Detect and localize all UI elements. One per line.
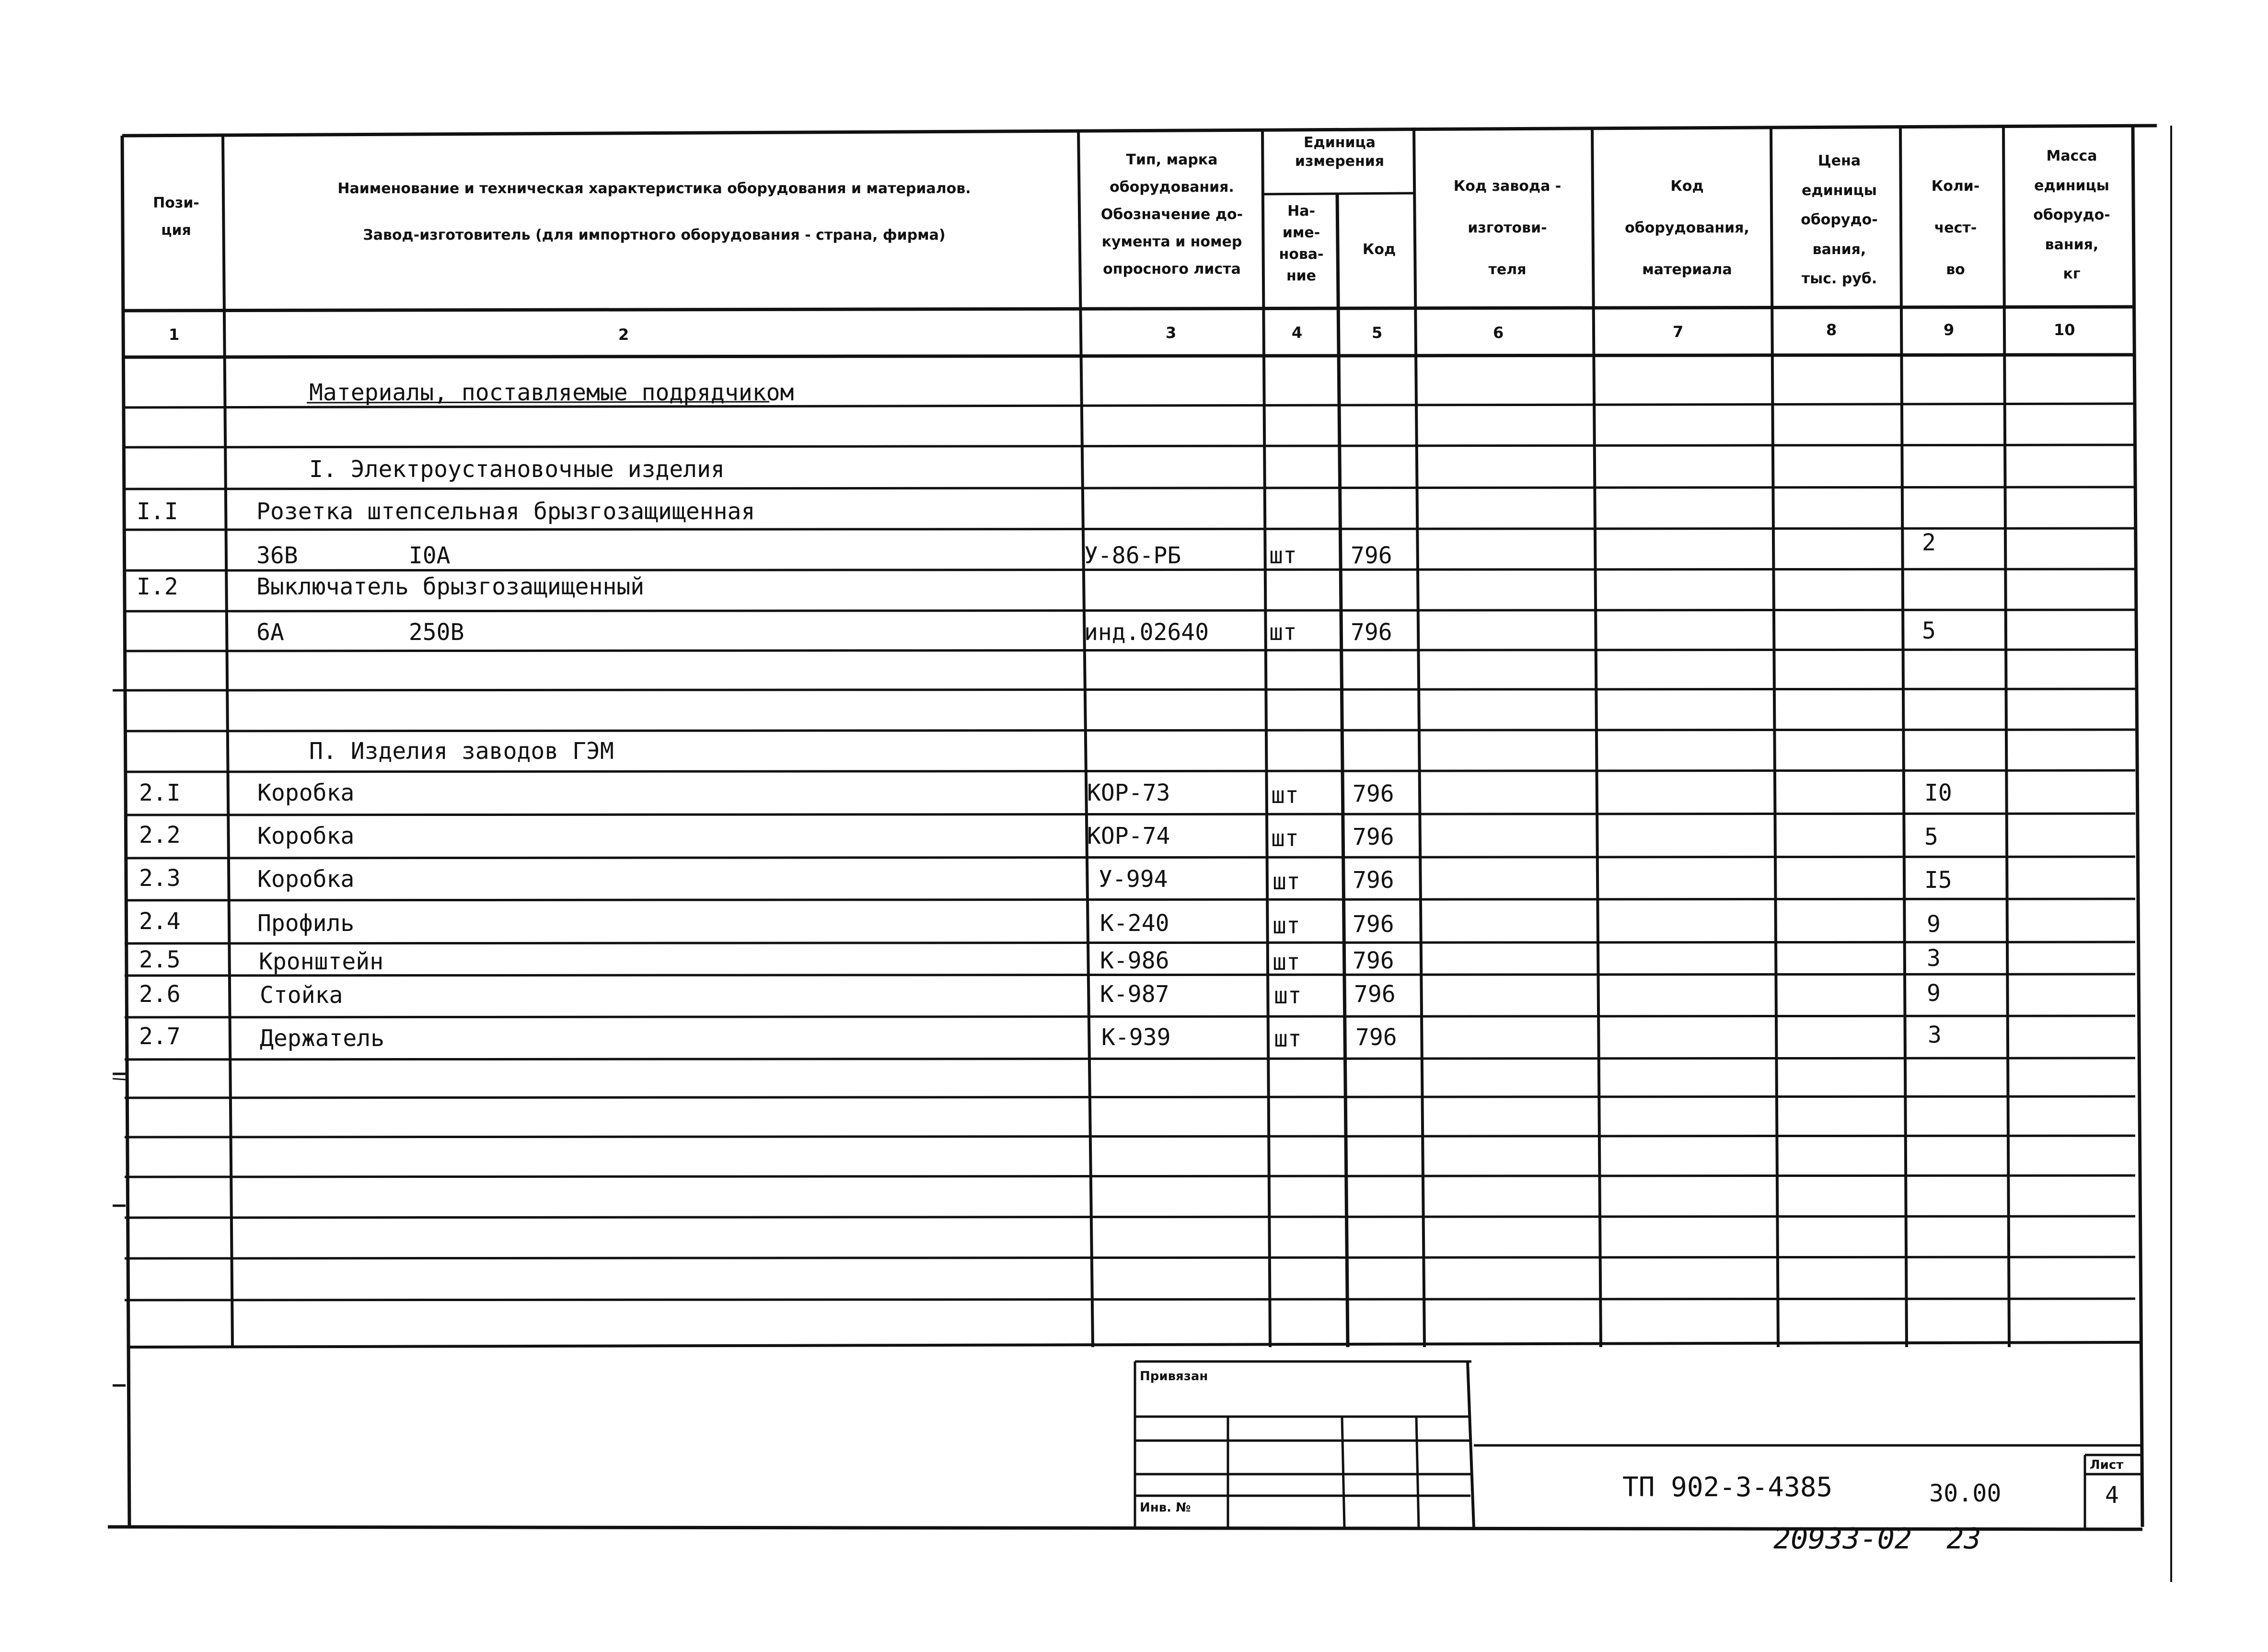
- column-number-4: 4: [1292, 324, 1303, 342]
- item-2-6-name: Стойка: [260, 982, 343, 1009]
- item-1-1-position: I.I: [137, 498, 178, 525]
- header-mass: Масса единицы оборудо- вания, кг: [2033, 148, 2110, 282]
- item-2-1-name: Коробка: [257, 779, 355, 806]
- item-2-2-type: КОР-74: [1087, 823, 1170, 849]
- header-type: Тип, марка оборудования. Обозначение до- кумента и номер опросного листа: [1100, 151, 1243, 278]
- item-2-6-qty: 9: [1927, 980, 1941, 1007]
- materials-title: Материалы, поставляемые подрядчиком: [309, 379, 794, 406]
- item-2-4-unit: шт: [1273, 912, 1300, 939]
- archive-number: 20933-02 23: [1773, 1522, 1981, 1556]
- item-1-1-type: У-86-РБ: [1084, 542, 1181, 569]
- item-1-1-unit: шт: [1269, 542, 1297, 569]
- item-2-1-code: 796: [1353, 780, 1394, 807]
- document-suffix: 30.00: [1929, 1479, 2002, 1507]
- header-maker-code: Код завода - изготови- теля: [1453, 178, 1562, 278]
- header-position: Пози- ция: [153, 195, 199, 239]
- item-2-3-qty: I5: [1924, 867, 1952, 894]
- item-2-7-unit: шт: [1274, 1025, 1302, 1052]
- item-2-2-name: Коробка: [257, 823, 355, 849]
- item-2-2-qty: 5: [1924, 824, 1938, 850]
- header-unit-group: Единица измерения: [1295, 134, 1385, 170]
- item-1-2-unit: шт: [1269, 619, 1297, 646]
- item-2-5-name: Кронштейн: [259, 948, 384, 975]
- header-unit-name: На- име- нова- ние: [1279, 203, 1324, 284]
- item-1-2-position: I.2: [137, 573, 178, 600]
- header-name-line2: Завод-изготовитель (для импортного оборудования - страна, фирма): [363, 227, 946, 244]
- item-1-1-name: Розетка штепсельная брызгозащищенная: [256, 498, 755, 525]
- section-1-title: I. Электроустановочные изделия: [309, 456, 725, 483]
- item-2-2-position: 2.2: [139, 822, 181, 849]
- column-number-3: 3: [1166, 324, 1177, 342]
- item-2-4-qty: 9: [1927, 911, 1941, 938]
- item-2-1-position: 2.I: [139, 779, 181, 806]
- item-2-4-position: 2.4: [139, 908, 181, 935]
- item-1-2-spec: 6А 250В: [256, 619, 464, 646]
- item-2-7-code: 796: [1355, 1024, 1397, 1051]
- item-2-3-code: 796: [1353, 867, 1394, 894]
- item-2-1-type: КОР-73: [1087, 779, 1170, 806]
- item-1-1-code: 796: [1351, 542, 1392, 569]
- item-2-3-position: 2.3: [139, 865, 181, 892]
- item-1-2-code: 796: [1351, 619, 1392, 646]
- item-2-6-position: 2.6: [139, 981, 181, 1008]
- item-2-2-code: 796: [1353, 824, 1394, 850]
- item-2-1-qty: I0: [1924, 779, 1952, 806]
- stamp-inventory-label: Инв. №: [1140, 1501, 1191, 1515]
- item-1-2-name: Выключатель брызгозащищенный: [256, 573, 645, 600]
- sheet-label: Лист: [2090, 1458, 2124, 1472]
- item-2-6-unit: шт: [1274, 982, 1302, 1009]
- column-number-8: 8: [1826, 321, 1837, 339]
- item-2-4-type: К-240: [1100, 910, 1169, 937]
- item-2-3-type: У-994: [1099, 866, 1168, 893]
- item-2-2-unit: шт: [1271, 825, 1299, 852]
- column-number-2: 2: [618, 326, 629, 344]
- header-name-line1: Наименование и техническая характеристика оборудования и материалов.: [337, 180, 971, 197]
- column-number-1: 1: [169, 326, 180, 344]
- item-1-1-spec: 36В I0А: [256, 542, 451, 569]
- stamp-privyazan-label: Привязан: [1140, 1369, 1208, 1384]
- item-2-6-type: К-987: [1100, 981, 1169, 1008]
- column-number-10: 10: [2054, 321, 2075, 339]
- item-2-7-name: Держатель: [260, 1025, 385, 1052]
- item-2-7-type: К-939: [1101, 1024, 1171, 1051]
- item-2-5-type: К-986: [1100, 947, 1169, 974]
- column-number-6: 6: [1493, 324, 1504, 342]
- item-2-5-qty: 3: [1927, 945, 1941, 972]
- header-quantity: Коли- чест- во: [1931, 178, 1980, 278]
- item-2-7-position: 2.7: [139, 1023, 181, 1050]
- item-1-2-type: инд.02640: [1084, 619, 1209, 646]
- header-material-code: Код оборудования, материала: [1625, 178, 1749, 278]
- column-number-7: 7: [1673, 323, 1684, 341]
- item-2-5-position: 2.5: [139, 946, 181, 973]
- item-2-1-unit: шт: [1271, 782, 1299, 809]
- section-2-title: П. Изделия заводов ГЭМ: [309, 738, 614, 765]
- item-2-4-code: 796: [1353, 911, 1394, 938]
- item-1-1-qty: 2: [1922, 529, 1936, 556]
- header-price: Цена единицы оборудо- вания, тыс. руб.: [1801, 152, 1878, 287]
- item-2-6-code: 796: [1354, 981, 1396, 1008]
- item-2-3-name: Коробка: [257, 866, 355, 893]
- column-number-9: 9: [1944, 321, 1955, 339]
- item-2-3-unit: шт: [1273, 868, 1300, 895]
- item-2-4-name: Профиль: [257, 910, 355, 937]
- item-1-2-qty: 5: [1922, 617, 1936, 644]
- sheet-number: 4: [2105, 1482, 2119, 1509]
- header-unit-code: Код: [1362, 241, 1396, 258]
- document-code: ТП 902-3-4385: [1622, 1472, 1833, 1503]
- column-number-5: 5: [1372, 324, 1383, 342]
- item-2-5-unit: шт: [1273, 949, 1300, 976]
- item-2-5-code: 796: [1353, 947, 1394, 974]
- item-2-7-qty: 3: [1928, 1022, 1942, 1048]
